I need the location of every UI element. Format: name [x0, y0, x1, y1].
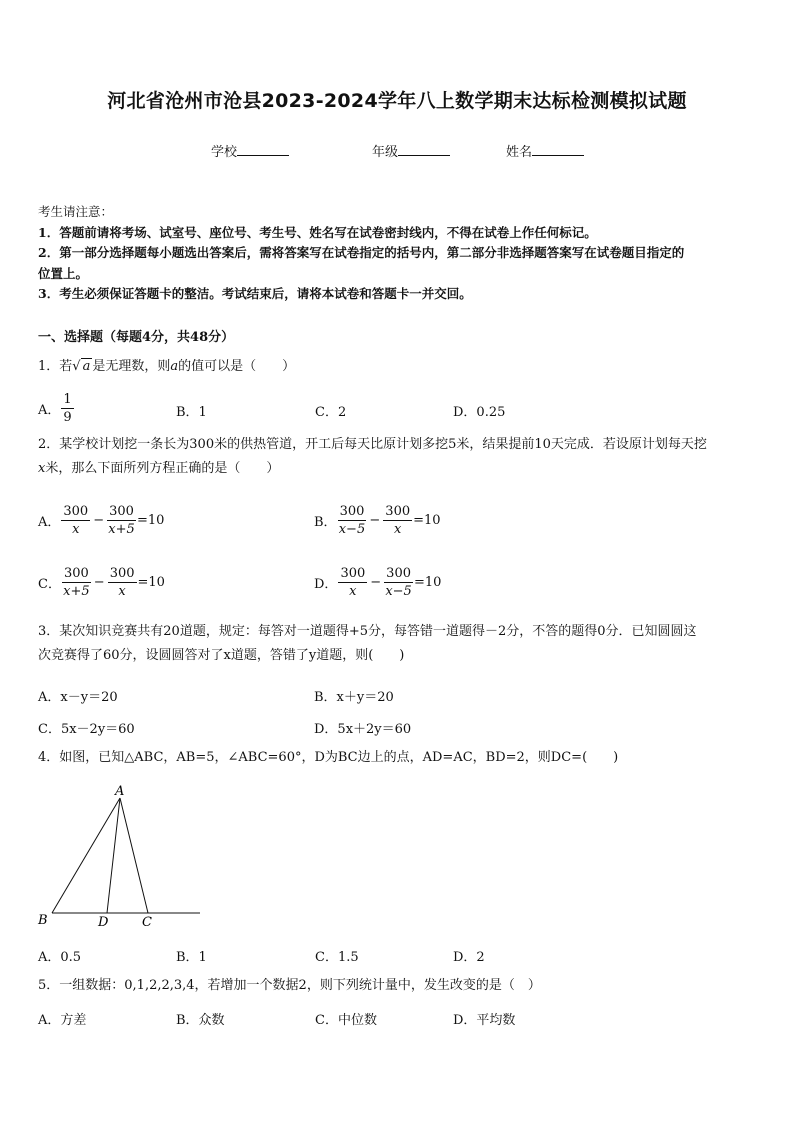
- q2-line-2: 米，那么下面所列方程正确的是（ ）: [45, 461, 280, 476]
- notice-item-2-cont: 位置上。: [38, 265, 89, 281]
- q1-fraction-num: 1: [63, 392, 72, 407]
- q2-option-d-label: D．: [314, 577, 338, 592]
- q2-d-n1: 300: [340, 566, 366, 581]
- line-ab: [52, 798, 120, 913]
- q5-option-b[interactable]: B．众数: [176, 1013, 225, 1028]
- q2-b-d2: x: [394, 522, 402, 537]
- q1-suffix: 的值可以是（ ）: [178, 359, 296, 374]
- q2-option-b-label: B．: [314, 515, 337, 530]
- q1-option-c[interactable]: C．2: [315, 405, 347, 420]
- q3-option-c[interactable]: C．5x－2y＝60: [38, 722, 135, 737]
- q2-b-frac-2: [383, 503, 412, 538]
- q2-a-n1: 300: [63, 504, 89, 519]
- q4-option-d[interactable]: D．2: [453, 950, 485, 965]
- notice-item-3: 3．考生必须保证答题卡的整洁。考试结束后，请将本试卷和答题卡一并交回。: [38, 286, 472, 301]
- school-field[interactable]: [211, 141, 289, 160]
- section-heading: 一、选择题（每题4分，共48分）: [38, 330, 235, 345]
- q1-option-a-label: A．: [38, 403, 61, 418]
- q2-line-1: 2．某学校计划挖一条长为300米的供热管道，开工后每天比原计划多挖5米，结果提前10天完成．若设原计划每天挖: [38, 437, 707, 452]
- q2-c-frac-2: [108, 565, 137, 600]
- q2-c-frac-1: [62, 565, 91, 600]
- minus-sign: −: [370, 575, 382, 590]
- q2-c-d2: x: [118, 584, 126, 599]
- q2-b-frac-1: [338, 503, 367, 538]
- triangle-figure: [30, 778, 210, 930]
- q1-var: a: [170, 359, 179, 374]
- q2-option-c[interactable]: [38, 565, 165, 600]
- vertex-d-label: D: [98, 915, 109, 930]
- q2-option-c-label: C．: [38, 577, 61, 592]
- q1-option-a[interactable]: [38, 391, 75, 426]
- vertex-a-label: A: [115, 784, 125, 799]
- q3-line-1: 3．某次知识竞赛共有20道题，规定：每答对一道题得+5分，每答错一道题得－2分，不答的题得0分．已知圆圆这: [38, 624, 697, 639]
- q2-d-frac-1: [338, 565, 367, 600]
- q2-d-rhs: =10: [414, 575, 442, 590]
- name-label: 姓名: [506, 145, 533, 160]
- question-2: [38, 433, 758, 481]
- q2-d-n2: 300: [386, 566, 411, 581]
- q2-a-n2: 300: [109, 504, 134, 519]
- q2-option-b[interactable]: [314, 503, 441, 538]
- q2-b-rhs: =10: [413, 513, 441, 528]
- grade-field[interactable]: [372, 141, 450, 160]
- page-title: 河北省沧州市沧县2023-2024学年八上数学期末达标检测模拟试题: [107, 90, 687, 112]
- name-field[interactable]: [506, 141, 584, 160]
- minus-sign: −: [369, 513, 381, 528]
- q4-option-c[interactable]: C．1.5: [315, 950, 359, 965]
- q2-c-rhs: =10: [137, 575, 165, 590]
- q1-radicand: a: [82, 359, 91, 374]
- q4-option-a[interactable]: A．0.5: [38, 950, 82, 965]
- q5-option-d[interactable]: D．平均数: [453, 1013, 516, 1028]
- q1-option-d[interactable]: D．0.25: [453, 405, 506, 420]
- question-3: [38, 620, 758, 668]
- notice-block: [38, 202, 758, 305]
- school-blank[interactable]: [237, 143, 289, 156]
- question-5: 5．一组数据：0,1,2,2,3,4，若增加一个数据2，则下列统计量中，发生改变的是（ ）: [38, 978, 541, 993]
- q2-option-d[interactable]: [314, 565, 441, 600]
- name-blank[interactable]: [532, 143, 584, 156]
- q2-b-n1: 300: [339, 504, 365, 519]
- notice-heading: 考生请注意：: [38, 204, 114, 219]
- q5-option-a[interactable]: A．方差: [38, 1013, 87, 1028]
- q2-c-n2: 300: [109, 566, 135, 581]
- minus-sign: −: [93, 575, 105, 590]
- q2-a-frac-1: [61, 503, 90, 538]
- q2-b-n2: 300: [385, 504, 411, 519]
- q1-fraction-den: 9: [63, 410, 72, 425]
- q1-mid: 是无理数，则: [92, 359, 171, 374]
- sqrt-symbol: √ a: [72, 359, 91, 374]
- q2-a-d1: x: [72, 522, 80, 537]
- line-ac: [120, 798, 148, 913]
- q5-option-c[interactable]: C．中位数: [315, 1013, 377, 1028]
- school-label: 学校: [211, 145, 238, 160]
- question-4: 4．如图，已知△ABC，AB=5，∠ABC=60°，D为BC边上的点，AD=AC，BD=2，则DC=( ): [38, 750, 619, 765]
- q2-option-a[interactable]: [38, 503, 164, 538]
- vertex-c-label: C: [142, 915, 152, 930]
- notice-item-2: 2．第一部分选择题每小题选出答案后，需将答案写在试卷指定的括号内，第二部分非选择题答案写在试卷题目指定的: [38, 245, 685, 260]
- q3-option-a[interactable]: A．x－y＝20: [38, 690, 118, 705]
- vertex-b-label: B: [38, 913, 48, 928]
- q2-d-d1: x: [349, 584, 357, 599]
- q3-line-2: 次竞赛得了60分，设圆圆答对了x道题，答错了y道题，则( ): [38, 648, 405, 663]
- line-ad: [107, 798, 120, 913]
- q2-var: x: [38, 461, 46, 476]
- minus-sign: −: [93, 513, 105, 528]
- q1-prefix: 1．若: [38, 359, 73, 374]
- q2-option-a-label: A．: [38, 515, 61, 530]
- q2-b-d1: x−5: [338, 522, 366, 537]
- q2-c-n1: 300: [63, 566, 89, 581]
- q1-option-b[interactable]: B．1: [176, 405, 207, 420]
- grade-blank[interactable]: [398, 143, 450, 156]
- q4-option-b[interactable]: B．1: [176, 950, 207, 965]
- q3-option-b[interactable]: B．x＋y＝20: [314, 690, 394, 705]
- notice-item-1: 1．答题前请将考场、试室号、座位号、考生号、姓名写在试卷密封线内，不得在试卷上作任何标记。: [38, 224, 597, 240]
- q2-a-frac-2: [107, 503, 136, 538]
- grade-label: 年级: [372, 145, 399, 160]
- q2-a-rhs: =10: [136, 513, 165, 528]
- q3-option-d[interactable]: D．5x＋2y＝60: [314, 722, 412, 737]
- q2-c-d1: x+5: [63, 584, 90, 599]
- q2-d-d2: x−5: [385, 584, 412, 599]
- q2-d-frac-2: [384, 565, 413, 600]
- q1-fraction: [61, 391, 73, 426]
- q2-a-d2: x+5: [108, 522, 135, 537]
- question-1: [38, 355, 758, 379]
